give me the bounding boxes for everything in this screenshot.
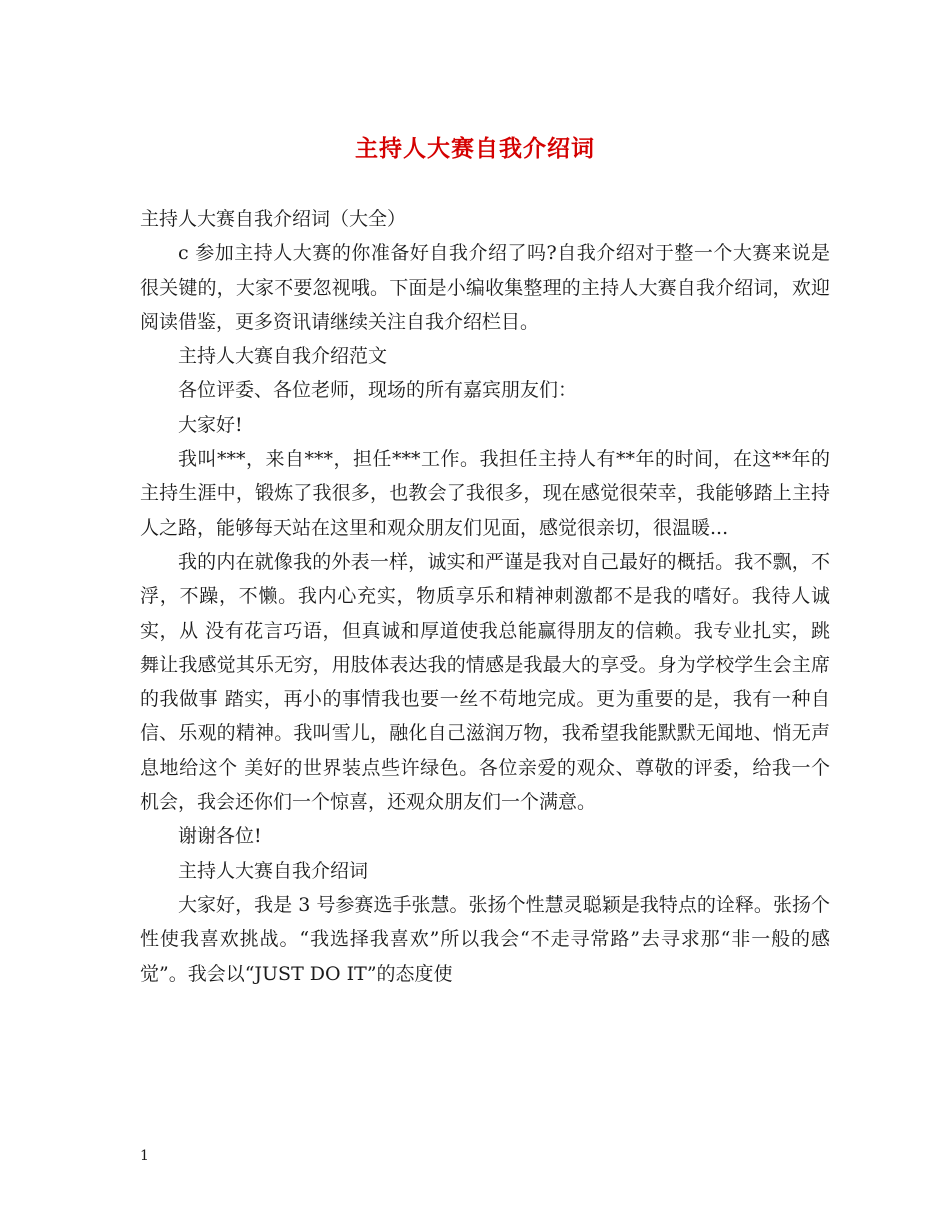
- subtitle-paragraph: 主持人大赛自我介绍词（大全）: [140, 208, 407, 230]
- body-paragraph: 我的内在就像我的外表一样，诚实和严谨是我对自己最好的概括。我不飘，不浮，不躁，不懒。我内心充实，物质享乐和精神刺激都不是我的嗜好。我待人诚实，从 没有花言巧语，但真诚和厚道使我总能赢得朋友的信赖。我专业扎实，跳舞让我感觉其乐无穷，用肢体表达我的情感是我最大的享受。身为学校学生会主席的我做事 踏实，再小的事情我也要一丝不苟地完成。更为重要的是，我有一种自信、乐观的精神。我叫雪儿，融化自己滋润万物，我希望我能默默无闻地、悄无声息地给这个 美好的世界装点些许绿色。各位亲爱的观众、尊敬的评委，给我一个机会，我会还你们一个惊喜，还观众朋友们一个满意。: [140, 550, 830, 814]
- body-paragraph: 我叫***，来自***，担任***工作。我担任主持人有**年的时间，在这**年的主持生涯中，锻炼了我很多，也教会了我很多，现在感觉很荣幸，我能够踏上主持人之路，能够每天站在这里和观众朋友们见面，感觉很亲切，很温暖...: [140, 448, 830, 539]
- hello-paragraph: 大家好!: [178, 413, 243, 436]
- greeting-paragraph: 各位评委、各位老师，现场的所有嘉宾朋友们：: [178, 379, 578, 402]
- page-number: 1: [140, 1148, 149, 1164]
- thanks-paragraph: 谢谢各位!: [178, 825, 262, 848]
- document-title: 主持人大赛自我介绍词: [355, 135, 595, 162]
- section-heading: 主持人大赛自我介绍词: [178, 859, 369, 882]
- document-body: [140, 202, 830, 991]
- intro-paragraph: c 参加主持人大赛的你准备好自我介绍了吗?自我介绍对于整一个大赛来说是很关键的，大家不要忽视哦。下面是小编收集整理的主持人大赛自我介绍词，欢迎阅读借鉴，更多资讯请继续关注自我介绍栏目。: [140, 242, 830, 333]
- body-paragraph: 大家好，我是 3 号参赛选手张慧。张扬个性慧灵聪颖是我特点的诠释。张扬个性使我喜欢挑战。“我选择我喜欢”所以我会“不走寻常路”去寻求那“非一般的感觉”。我会以“JUST DO IT”的态度使: [140, 893, 830, 985]
- section-heading: 主持人大赛自我介绍范文: [178, 345, 388, 368]
